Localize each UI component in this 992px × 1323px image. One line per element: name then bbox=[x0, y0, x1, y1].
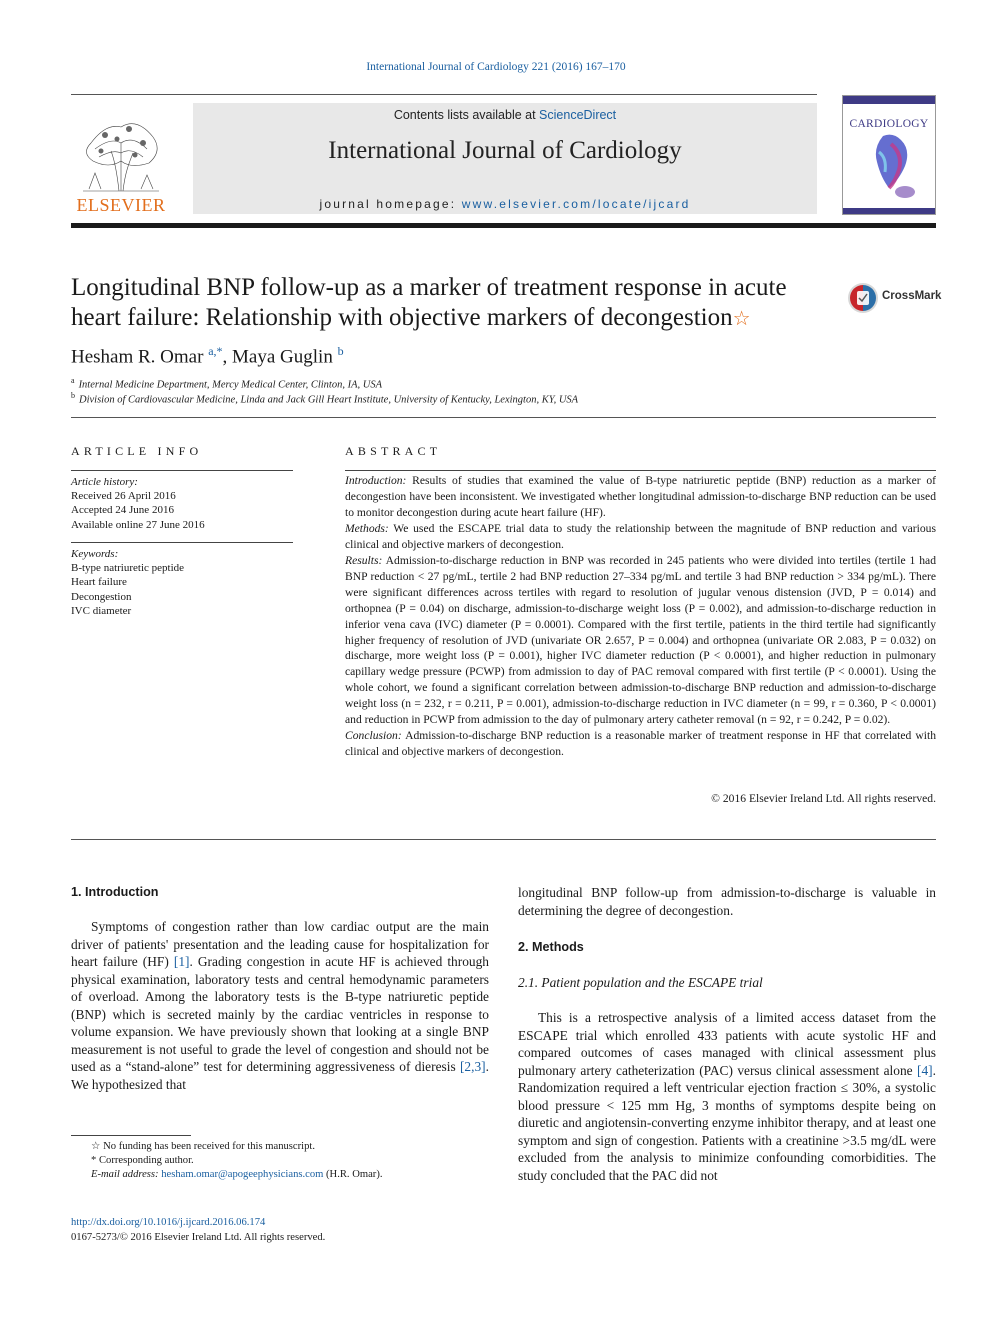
introduction-paragraph bbox=[71, 918, 489, 1093]
article-history bbox=[71, 475, 205, 532]
title-text: Longitudinal BNP follow-up as a marker of treatment response in acute heart failure: Relationship with objective markers of decongestion bbox=[71, 274, 787, 331]
article-info-heading: ARTICLE INFO bbox=[71, 444, 203, 458]
title-footnote-star[interactable]: ☆ bbox=[732, 308, 751, 330]
keyword: Heart failure bbox=[71, 576, 127, 589]
affil-key: a bbox=[71, 376, 75, 385]
footnote-corresponding bbox=[71, 1154, 383, 1168]
footnotes bbox=[71, 1140, 383, 1182]
contents-line bbox=[193, 108, 817, 122]
divider bbox=[71, 470, 293, 471]
affil-text: Division of Cardiovascular Medicine, Linda and Jack Gill Heart Institute, University of Kentucky, Lexington, KY, USA bbox=[79, 394, 579, 406]
elsevier-wordmark: ELSEVIER bbox=[76, 195, 166, 215]
citation-link[interactable]: [1] bbox=[173, 954, 190, 969]
abstract-text: Admission-to-discharge BNP reduction is a reasonable marker of treatment response in HF that correlated with clinical and objective markers of decongestion. bbox=[345, 729, 936, 759]
author-separator: , bbox=[222, 346, 233, 368]
affil-text: Internal Medicine Department, Mercy Medical Center, Clinton, IA, USA bbox=[78, 379, 383, 391]
doi-link[interactable]: http://dx.doi.org/10.1016/j.ijcard.2016.06.174 bbox=[71, 1217, 266, 1228]
abstract-section bbox=[345, 521, 936, 553]
homepage-line bbox=[193, 197, 817, 211]
running-head[interactable]: International Journal of Cardiology 221 (2016) 167–170 bbox=[366, 61, 626, 73]
footnote-funding bbox=[71, 1140, 383, 1154]
footnote-mark: ☆ bbox=[91, 1141, 101, 1152]
abstract-text: Admission-to-discharge reduction in BNP was recorded in 245 patients who were divided into tertiles (tertile 1 had BNP reduction < 27 pg/mL, tertile 2 had BNP reduction 27–334 pg/mL and tertile 3 had BNP reduction > 334 pg/mL). There were significant differences across tertiles with regard to resolution of jugular venous distension (JVD, P = 0.014) and orthopnea (P = 0.04) on discharge, admission-to-discharge weight loss (P = 0.002), and admission-to-discharge reduction in inferior vena cava (IVC) diameter (P = 0.0001). Compared with the first tertile, patients in the third tertile had significantly higher frequency of resolution of JVD (univariate OR 2.657, P = 0.004) and orthopnea (univariate OR 2.083, P = 0.032) on discharge, more weight loss (P = 0.001), higher IVC diameter reduction (P < 0.0001), and higher reduction in pulmonary capillary wedge pressure (PCWP) from admission to day of PAC removal compared with first tertile (P < 0.0001). Using the whole cohort, we found a significant correlation between admission-to-discharge BNP reduction and admission-to-discharge weight loss (n = 232, r = 0.211, P = 0.001), admission-to-discharge reduction in IVC diameter (n = 99, r = 0.360, P < 0.0001) and reduction in PCWP from admission to the day of pulmonary artery catheter removal (n = 92, r = 0.242, P = 0.02). bbox=[345, 553, 936, 727]
abstract-section bbox=[345, 553, 936, 728]
history-item: Received 26 April 2016 bbox=[71, 490, 176, 503]
history-label: Article history: bbox=[71, 476, 138, 488]
abstract-section bbox=[345, 473, 936, 521]
introduction-continuation bbox=[518, 884, 936, 919]
divider bbox=[345, 470, 936, 471]
email-owner: (H.R. Omar). bbox=[323, 1169, 383, 1180]
author-list bbox=[71, 344, 344, 368]
methods-paragraph bbox=[518, 1009, 936, 1184]
divider bbox=[71, 839, 936, 840]
section-heading-methods: 2. Methods bbox=[518, 940, 584, 954]
citation-link[interactable]: [2,3] bbox=[459, 1059, 486, 1074]
history-item: Available online 27 June 2016 bbox=[71, 518, 205, 531]
footnote-text: No funding has been received for this manuscript. bbox=[103, 1141, 315, 1152]
body-text: . We hypothesized that bbox=[71, 1059, 489, 1092]
abstract-label: Methods: bbox=[345, 521, 389, 535]
homepage-link[interactable]: www.elsevier.com/locate/ijcard bbox=[461, 197, 691, 211]
citation-link[interactable]: [4] bbox=[917, 1062, 933, 1078]
cover-title: CARDIOLOGY bbox=[849, 118, 929, 130]
footnote-mark: * bbox=[91, 1155, 97, 1166]
footnote-email bbox=[71, 1168, 383, 1182]
body-text: . Randomization required a left ventricular ejection fraction ≤ 30%, a systolic blood pressure < 125 mm Hg, 3 months of symptoms despite being on diuretic and angiotensin-converting enzyme inhibitor therapy, and at least one symptom and sign of congestion. Patients with a creatinine >3.5 mg/dL were excluded from the analysis to minimize confounding comorbidities. The study concluded that the PAC did not bbox=[518, 1062, 936, 1183]
body-text: . Grading congestion in acute HF is achieved through physical examination, laboratory tests and central hemodynamic parameters of overload. Among the laboratory tests is the B-type natriuretic peptide (BNP) which is secreted mainly by the cardiac ventricles in response to volume expansion. We have previously shown that looking at a single BNP measurement is not useful to grade the level of congestion and should not be used as a “stand-alone” test for determining aggressiveness of dieresis bbox=[71, 954, 489, 1074]
divider bbox=[71, 542, 293, 543]
author-affil-link[interactable]: b bbox=[337, 344, 344, 358]
homepage-prefix: journal homepage: bbox=[319, 197, 462, 211]
abstract-label: Results: bbox=[345, 553, 383, 567]
journal-name: International Journal of Cardiology bbox=[328, 137, 682, 164]
author-name: Maya Guglin bbox=[232, 346, 333, 368]
history-item: Accepted 24 June 2016 bbox=[71, 504, 174, 517]
doi-block bbox=[71, 1215, 325, 1245]
sciencedirect-link[interactable]: ScienceDirect bbox=[539, 108, 617, 122]
masthead-box bbox=[193, 103, 817, 214]
abstract-text: Results of studies that examined the value of B-type natriuretic peptide (BNP) reduction as a marker of decongestion have been inconsistent. We investigated whether longitudinal admission-to-discharge BNP reduction can be used to monitor decongestion during acute heart failure (HF). bbox=[345, 474, 936, 519]
keyword: IVC diameter bbox=[71, 604, 132, 617]
abstract-heading: ABSTRACT bbox=[345, 444, 442, 458]
keywords-label: Keywords: bbox=[71, 548, 119, 560]
journal-cover bbox=[842, 95, 936, 215]
keywords bbox=[71, 547, 184, 618]
abstract-section bbox=[345, 728, 936, 760]
footnote-text: Corresponding author. bbox=[98, 1155, 194, 1166]
author-name: Hesham R. Omar bbox=[71, 346, 204, 368]
keyword: Decongestion bbox=[71, 590, 132, 603]
body-text: This is a retrospective analysis of a limited access dataset from the ESCAPE trial which enrolled 433 patients with acute systolic HF and compared outcomes of cases managed with clinical assessment plus pulmonary artery catheterization (PAC) versus clinical assessment alone bbox=[518, 1010, 936, 1078]
issn-line: 0167-5273/© 2016 Elsevier Ireland Ltd. All rights reserved. bbox=[71, 1232, 326, 1243]
keyword: B-type natriuretic peptide bbox=[71, 562, 185, 575]
affil-key: b bbox=[71, 391, 75, 400]
email-label: E-mail address: bbox=[91, 1169, 159, 1180]
article-title bbox=[71, 273, 811, 334]
affiliation-a bbox=[71, 376, 382, 391]
body-text: Symptoms of congestion rather than low cardiac output are the main driver of patients' presentation and the leading cause for hospitalization for heart failure (HF) bbox=[71, 919, 489, 969]
affiliation-b bbox=[71, 391, 578, 406]
abstract-label: Conclusion: bbox=[345, 729, 402, 743]
abstract-text: We used the ESCAPE trial data to study the relationship between the magnitude of BNP reduction and various clinical and objective markers of decongestion. bbox=[345, 521, 936, 551]
masthead-top-rule bbox=[71, 94, 817, 95]
crossmark-label[interactable]: CrossMark bbox=[882, 290, 942, 302]
subsection-heading: 2.1. Patient population and the ESCAPE trial bbox=[518, 975, 763, 990]
divider bbox=[71, 417, 936, 418]
abstract-label: Introduction: bbox=[345, 474, 407, 487]
masthead-bottom-rule bbox=[71, 223, 936, 228]
abstract-body bbox=[345, 473, 936, 760]
footnote-rule bbox=[71, 1135, 191, 1136]
contents-prefix: Contents lists available at bbox=[393, 108, 540, 122]
section-heading-introduction: 1. Introduction bbox=[71, 885, 159, 899]
email-link[interactable]: hesham.omar@apogeephysicians.com bbox=[161, 1169, 324, 1180]
cover-heart-image bbox=[843, 96, 935, 214]
author-affil-link[interactable]: a,* bbox=[208, 344, 223, 358]
body-text: longitudinal BNP follow-up from admission-to-discharge is valuable in determining the degree of decongestion. bbox=[518, 885, 936, 918]
abstract-copyright: © 2016 Elsevier Ireland Ltd. All rights reserved. bbox=[711, 792, 936, 805]
